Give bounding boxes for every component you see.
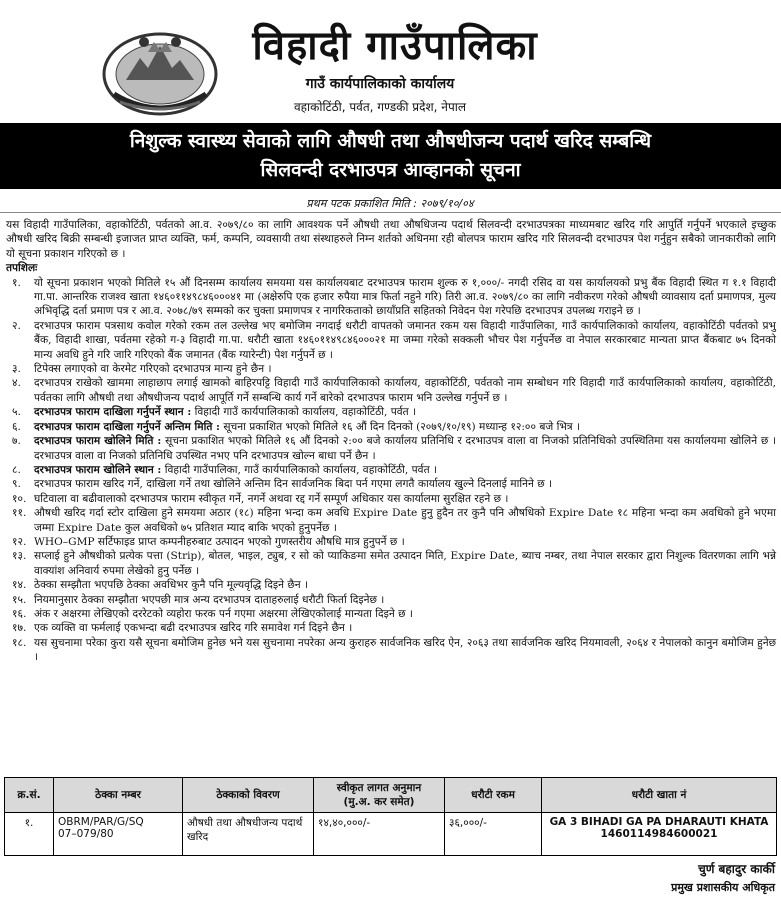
condition-number: ९.: [12, 478, 21, 491]
condition-body: दरभाउपत्र फाराम पत्रसाथ कवोल गरेको रकम तल उल्लेख भए बमोजिम नगदाई धरौटी वापतको जमानत रकम यस विहादी गाउँपालिका, गाउँ कार्यपालिकाको कार्यालय, वहाकोटिंठी पर्वतको प्रभु बैंक, विहादी शाखा, पर्वतमा रहेको ग-३ विहादी गा.पा. धरौटी खाता १४६०११४९८४६०००२१ मा जम्मा गरेको सक्कली भौचर पेश गर्नुपर्नेछ वा नेपाल सरकारबाट मान्यता प्राप्त बैंकबाट ७५ दिनको मान्य अवधि हुने गरि जारि गरिएको बैंक जमानत (बैंक ग्यारेन्टी) पेश गर्नुपर्ने छ ।: [34, 319, 776, 361]
banner-line-2: सिलवन्दी दरभाउपत्र आव्हानको सूचना: [260, 159, 521, 181]
condition-number: १५.: [12, 593, 27, 606]
condition-number: ७.: [12, 435, 21, 448]
col-account: धरौटी खाता नं: [542, 778, 777, 813]
signatory-name: चुर्ण बहादुर कार्की: [698, 862, 775, 876]
account-line2: 1460114984600021: [600, 828, 718, 840]
condition-item: [6, 607, 776, 621]
condition-number: १६.: [12, 607, 27, 620]
col-sn: क्र.सं.: [5, 778, 54, 813]
col-deposit: धरौटी रकम: [445, 778, 542, 813]
condition-item: [6, 492, 776, 506]
banner-line-1: निशुल्क स्वास्थ्य सेवाको लागि औषधी तथा औषधीजन्य पदार्थ खरिद सम्बन्धि: [129, 130, 652, 152]
intro-paragraph: यस विहादी गाउँपालिका, वहाकोटिंठी, पर्वतको आ.व. २०७९/८० का लागि आवश्यक पर्ने औषधी तथा औषधिजन्य पदार्थ सिलवन्दी दरभाउपत्रका माध्यमबाट खरिद गरि आपुर्ति गर्नुपर्ने भएकाले इच्छुक औषधी खरिद बिक्री सम्बन्धी इजाजत प्राप्त व्यक्ति, फर्म, कम्पनि, व्यवसायी तथा संस्थाहरुले निम्न शर्तको अधिनमा रही बोलपत्र फाराम खरिद गरि सिलवन्दी दरभाउपत्र पेश गर्नुहुन सबैको जानकारीको लागि यो सूचना प्रकाशन गरिएको छ ।: [6, 219, 776, 260]
condition-text: [34, 376, 776, 405]
condition-item: [6, 477, 776, 491]
condition-item: [6, 535, 776, 549]
condition-item: [6, 549, 776, 578]
condition-body: यस सुचनामा परेका कुरा यसै सूचना बमोजिम हुनेछ भने यस सुचनामा नपरेका अन्य कुराहरु सार्वजनिक खरिद ऐन, २०६३ तथा सार्वजनिक खरिद नियमावली, २०६४ र नेपालको कानुन बमोजिम हुनेछ ।: [34, 636, 776, 664]
condition-label: दरभाउपत्र फाराम खोलिने स्थान :: [34, 463, 162, 476]
condition-number: ५.: [12, 406, 21, 419]
office-name: गाउँ कार्यपालिकाको कार्यालय: [305, 76, 455, 92]
cell-contract-no: [54, 813, 183, 856]
signatory-title: प्रमुख प्रशासकीय अधिकृत: [671, 881, 775, 894]
contract-no-line2: 07–079/80: [58, 828, 114, 840]
condition-number: ६.: [12, 420, 21, 433]
condition-body: सूचना प्रकाशित भएको मितिले १६ औं दिन दिनको (२०७९/१०/१९) मध्यान्ह १२:०० बजे भित्र ।: [223, 420, 581, 433]
condition-item: [6, 636, 776, 665]
cell-deposit: ३६,०००/-: [445, 813, 542, 856]
nepal-government-emblem-icon: [96, 22, 224, 120]
condition-text: [34, 593, 776, 607]
condition-text: [34, 477, 776, 491]
col-estimate: [314, 778, 445, 813]
office-address: वहाकोटिंठी, पर्वत, गण्डकी प्रदेश, नेपाल: [293, 100, 467, 114]
condition-text: [34, 463, 776, 477]
condition-body: विहादी गाउँ कार्यपालिकाको कार्यालय, वहाकोटिंठी, पर्वत ।: [194, 406, 417, 419]
notice-banner: [0, 123, 781, 189]
condition-item: [6, 362, 776, 376]
condition-item: [6, 276, 776, 319]
conditions-heading: तपशिलः: [6, 262, 38, 275]
condition-text: [34, 362, 776, 376]
condition-item: [6, 621, 776, 635]
condition-number: १४.: [12, 579, 27, 592]
condition-text: [34, 405, 776, 419]
condition-number: २.: [12, 319, 21, 332]
condition-text: [34, 578, 776, 592]
condition-body: घटिवाला वा बढीवालाको दरभाउपत्र फाराम स्वीकृत गर्ने, नगर्ने अथवा रद्द गर्ने सम्पूर्ण अधिकार यस कार्यालमा सुरक्षित रहने छ ।: [34, 492, 509, 505]
condition-number: १०.: [12, 492, 27, 505]
cell-account: [542, 813, 777, 856]
condition-item: [6, 420, 776, 434]
condition-label: दरभाउपत्र फाराम दाखिला गर्नुपर्ने स्थान :: [34, 406, 192, 419]
cell-sn: १.: [5, 813, 54, 856]
condition-body: दरभाउपत्र फाराम खरिद गर्ने, दाखिला गर्ने तथा खोलिने अन्तिम दिन सार्वजनिक बिदा पर्न गएमा लगतै कार्यालय खुल्ने दिनलाई मानिने छ ।: [34, 478, 553, 491]
condition-text: [34, 549, 776, 578]
col-description: ठेक्काको विवरण: [183, 778, 314, 813]
condition-number: ३.: [12, 363, 21, 376]
condition-label: दरभाउपत्र फाराम खोलिने मिति :: [34, 435, 162, 448]
condition-number: १.: [12, 276, 21, 289]
col-estimate-line1: स्वीकृत लागत अनुमान: [336, 782, 422, 794]
condition-number: १२.: [12, 535, 27, 548]
account-line1: GA 3 BIHADI GA PA DHARAUTI KHATA: [549, 816, 769, 828]
condition-text: [34, 434, 776, 463]
condition-item: [6, 319, 776, 362]
condition-number: ११.: [12, 507, 27, 520]
condition-body: विहादी गाउँपालिका, गाउँ कार्यपालिकाको कार्यालय, वहाकोटिंठी, पर्वत ।: [164, 463, 437, 476]
condition-body: अंक र अक्षरमा लेखिएको दररेटको व्यहोरा फरक पर्न गएमा अक्षरमा लेखिएकोलाई मान्यता दिइने छ ।: [34, 607, 413, 620]
condition-text: [34, 535, 776, 549]
condition-item: [6, 463, 776, 477]
condition-text: [34, 506, 776, 535]
condition-body: एक व्यक्ति वा फर्मलाई एकभन्दा बढी दरभाउपत्र खरिद गरि समावेश गर्न दिइने छैन ।: [34, 622, 353, 635]
condition-body: सूचना प्रकाशित भएको मितिले १६ औं दिनको २:०० बजे कार्यालय प्रतिनिधि र दरभाउपत्र वाला वा निजको प्रतिनिधिको उपस्थितिमा यस कार्यालयमा खोलिने छ । दरभाउपत्र वाला वा निजको प्रतिनिधि उपस्थित नभए पनि दरभाउपत्र खोल्न बाधा पर्ने छैन ।: [34, 435, 776, 462]
divider: [0, 212, 781, 213]
conditions-list: [6, 276, 776, 665]
table-row: [5, 813, 777, 856]
cell-description: औषधी तथा औषधीजन्य पदार्थ खरिद: [183, 813, 314, 856]
condition-item: [6, 376, 776, 405]
condition-item: [6, 506, 776, 535]
condition-text: [34, 276, 776, 319]
condition-text: [34, 621, 776, 635]
col-contract-no: ठेक्का नम्बर: [54, 778, 183, 813]
condition-body: औषधी खरिद गर्दा स्टोर दाखिला हुने समयमा अठार (१८) महिना भन्दा कम अवधि Expire Date हुनु हुदैन तर कुनै पनि औषधिको Expire Date १८ महिना भन्दा कम अवधिको हुने भएमा जम्मा Expire Date कुल अवधिको ७५ प्रतिशत म्याद बाकि भएको हुनुपर्नेछ ।: [34, 507, 776, 534]
condition-body: ठेक्का सम्झौता भएपछि ठेक्का अवधिभर कुनै पनि मूल्यवृद्धि दिइने छैन ।: [34, 579, 309, 592]
condition-label: दरभाउपत्र फाराम दाखिला गर्नुपर्ने अन्तिम मिति :: [34, 420, 220, 433]
contract-no-line1: OBRM/PAR/G/SQ: [58, 816, 144, 828]
condition-number: १३.: [12, 550, 27, 563]
condition-text: [34, 319, 776, 362]
municipality-title: विहादी गाउँपालिका: [252, 23, 538, 69]
col-estimate-line2: (मु.अ. कर समेत): [343, 796, 415, 808]
condition-text: [34, 607, 776, 621]
tender-table: [4, 777, 777, 856]
notice-body: [6, 218, 776, 665]
condition-body: सप्लाई हुने औषधीको प्रत्येक पत्ता (Strip), बोतल, भाइल, ट्युब, र सो को प्याकिङमा समेत उत्पादन मिति, Expire Date, ब्याच नम्बर, तथा नेपाल सरकार द्वारा निशुल्क वितरणका लागि भन्ने वाक्यांश अनिवार्य रुपमा लेखेको हुनु पर्नेछ ।: [34, 550, 776, 577]
condition-number: १७.: [12, 622, 27, 635]
condition-text: [34, 420, 776, 434]
condition-item: [6, 405, 776, 419]
condition-body: WHO–GMP सर्टिफाइड प्राप्त कम्पनीहरुबाट उत्पादन भएको गुणस्तरीय औषधि मात्र हुनुपर्ने छ ।: [34, 535, 405, 548]
condition-body: दरभाउपत्र राखेको खाममा लाहाछाप लगाई खामको बाहिरपट्टि विहादी गाउँ कार्यपालिकाको कार्यालय, वहाकोटिंठी, पर्वतको नाम सम्बोधन गरि विहादी गाउँ कार्यपालिकाको कार्यालय, वहाकोटिंठी, पर्वतका लागि औषधी तथा औषधीजन्य पदार्थ आपूर्ति गर्ने सम्बन्धि कार्य गर्ने बारेको दरभाउपत्र फाराम भनि उल्लेख गर्नुपर्ने छ ।: [34, 377, 776, 404]
condition-item: [6, 593, 776, 607]
condition-item: [6, 434, 776, 463]
condition-number: ८.: [12, 463, 21, 476]
condition-body: टिपेक्स लगाएको वा केरमेट गरिएको दरभाउपत्र मान्य हुने छैन ।: [34, 363, 272, 376]
first-publication-date: प्रथम पटक प्रकाशित मिति : २०७९/१०/०४: [306, 197, 474, 210]
condition-body: नियमानुसार ठेक्का सम्झौता भएपछी मात्र अन्य दरभाउपत्र दाताहरुलाई धरौटी फिर्ता दिइनेछ ।: [34, 593, 385, 606]
condition-text: [34, 636, 776, 665]
condition-body: यो सूचना प्रकाशन भएको मितिले १५ औं दिनसम्म कार्यालय समयमा यस कार्यालयबाट दरभाउपत्र फाराम शुल्क रु १,०००/- नगदी रसिद वा यस कार्यालयको प्रभु बैंक विहादी स्थित ग १.१ विहादी गा.पा. आन्तरिक राजश्व खाता १४६०११४९८४६०००४१ मा (अक्षेरुपि एक हजार रुपैया मात्र फिर्ता नहुने गरि) तिरी आ.व. २०७९/८० का लागि नवीकरण गरेको औषधी व्यावसाय दर्ता प्रमाणपत्र, मुल्य अभिवृद्धि दर्ता प्रमाण पत्र र आ.व. २०७८/७९ सम्मको कर चुक्ता प्रमाणपत्र र नागरिकताको छायाँप्रति सहितको निवेदन पेश गरेपछि दरभाउपत्र उपलब्ध गराइने छ ।: [34, 276, 776, 318]
condition-text: [34, 492, 776, 506]
condition-item: [6, 578, 776, 592]
cell-estimate: १४,४०,०००/-: [314, 813, 445, 856]
table-header-row: [5, 778, 777, 813]
condition-number: १८.: [12, 636, 27, 649]
condition-number: ४.: [12, 377, 21, 390]
